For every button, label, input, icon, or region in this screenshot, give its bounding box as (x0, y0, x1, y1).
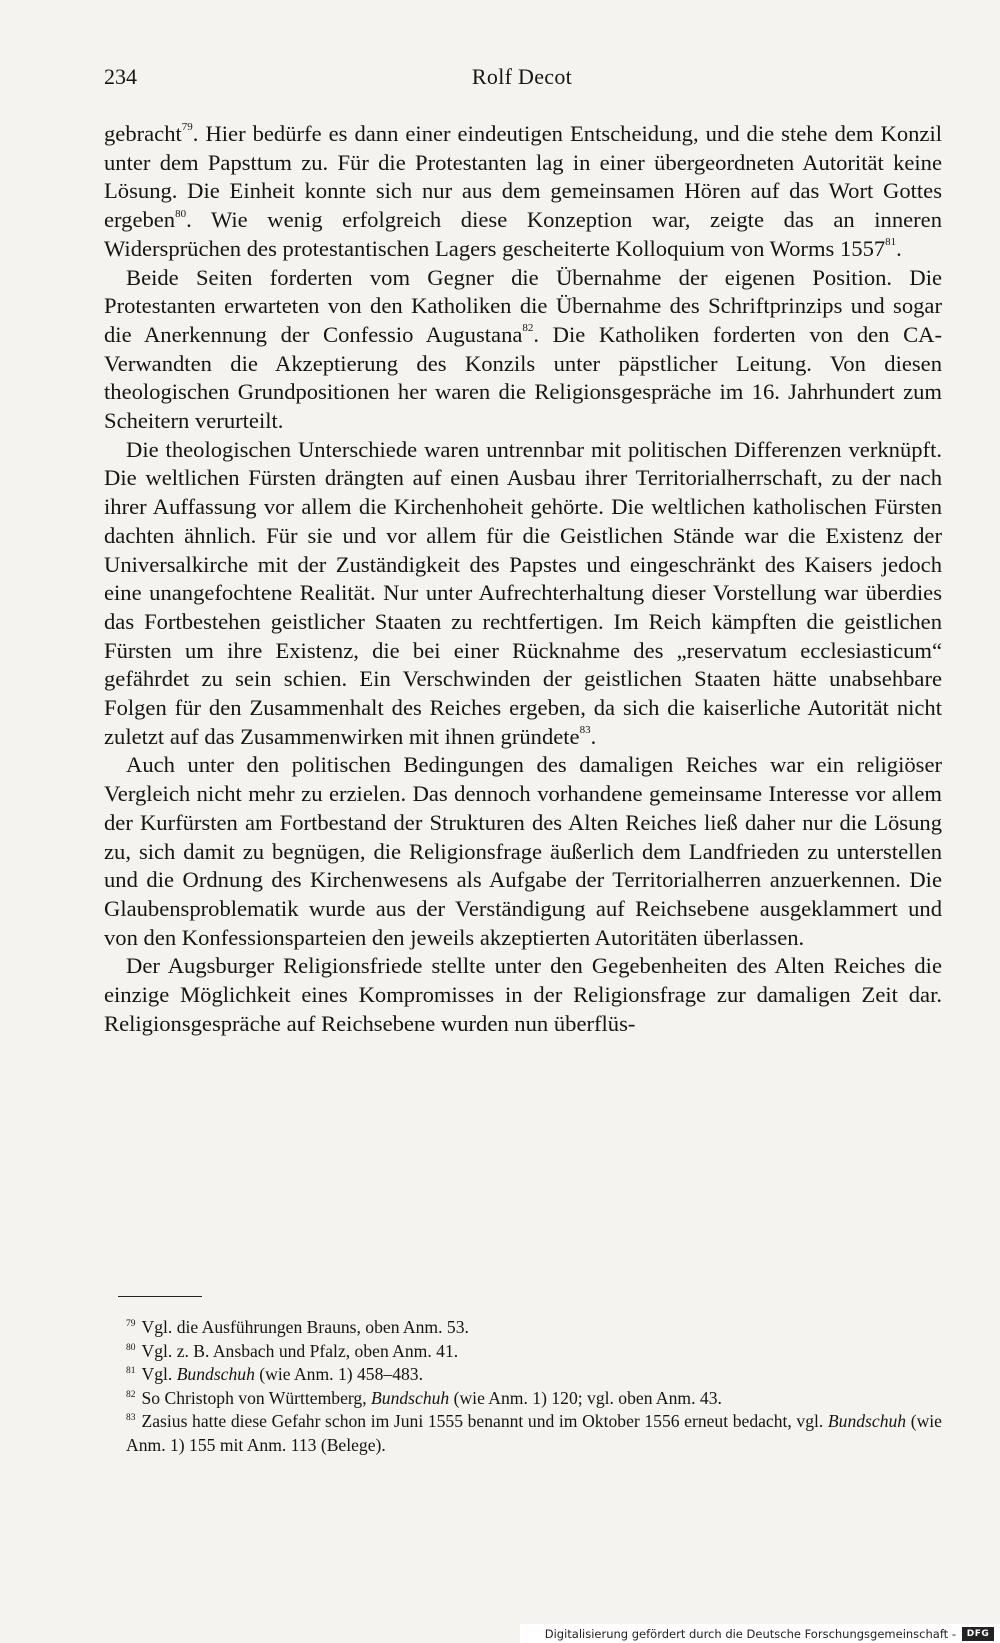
paragraph-2 (104, 264, 942, 436)
text-run: gebracht (104, 121, 182, 146)
footnote-number: 80 (126, 1342, 136, 1353)
footnote-82 (104, 1387, 942, 1411)
footnote-81 (104, 1363, 942, 1387)
footnote-text: Vgl. die Ausführungen Brauns, oben Anm. 53. (141, 1317, 469, 1337)
footnote-text: (wie Anm. 1) 458–483. (254, 1364, 423, 1384)
text-run: . (590, 723, 597, 749)
page-header (104, 58, 940, 98)
body-text (104, 120, 942, 1039)
footnote-number: 81 (126, 1366, 136, 1377)
text-run: . (896, 235, 902, 261)
footnote-83 (104, 1410, 942, 1457)
citation-title: Bundschuh (827, 1411, 907, 1431)
page-number: 234 (104, 64, 137, 89)
footnote-text: Vgl. (141, 1364, 177, 1384)
footnote-divider (118, 1296, 202, 1297)
footnote-number: 82 (126, 1389, 136, 1400)
footnote-80 (104, 1340, 942, 1364)
footnote-79 (104, 1316, 942, 1340)
footnote-ref-81: 81 (885, 236, 897, 249)
text-run: Beide Seiten forderten vom Gegner die Übernahme der eigenen Position. Die Protestanten erwarteten von den Katholiken die Übernahme des Schriftprinzips und sogar die Anerkennung der Confessio Augustana (104, 264, 942, 347)
citation-title: Bundschuh (176, 1364, 255, 1384)
footnote-text: So Christoph von Württemberg, (141, 1387, 372, 1408)
text-run: . Hier bedürfe es dann einer eindeutigen Entscheidung, und die stehe dem Konzil unter dem Papsttum zu. Für die Protestanten lag in einer übergeordneten Autorität keine Lösung. Die Einheit konnte sich nur aus dem gemeinsamen Hören auf das Wort Gottes ergeben (104, 121, 942, 233)
running-head: Rolf Decot (471, 64, 573, 89)
funding-notice: Digitalisierung gefördert durch die Deutsche Forschungsgemeinschaft - (544, 1626, 956, 1641)
paragraph-5: Der Augsburger Religionsfriede stellte unter den Gegebenheiten des Alten Reiches die einzige Möglichkeit eines Kompromisses in der Religionsfrage zur damaligen Zeit dar. Religionsgespräche auf Reichsebene wurden nun überflüs- (104, 953, 942, 1036)
citation-title: Bundschuh (371, 1387, 450, 1408)
paragraph-4: Auch unter den politischen Bedingungen des damaligen Reiches war ein religiöser Vergleich nicht mehr zu erzielen. Das dennoch vorhandene gemeinsame Interesse vor allem der Kurfürsten am Fortbestand der Strukturen des Alten Reiches ließ daher nur die Lösung zu, sich damit zu begnügen, die Religionsfrage äußerlich dem Landfrieden zu unterstellen und die Ordnung des Kirchenwesens als Aufgabe der Territorialherren anzuerkennen. Die Glaubensproblematik wurde aus der Verständigung auf Reichsebene ausgeklammert und von den Konfessionsparteien den jeweils akzeptierten Autoritäten überlassen. (104, 752, 942, 950)
footnotes (104, 1316, 942, 1457)
footnote-text: (wie Anm. 1) 120; vgl. oben Anm. 43. (449, 1387, 722, 1408)
footnote-ref-80: 80 (175, 207, 187, 220)
text-run: . Wie wenig erfolgreich diese Konzeption war, zeigte das an inneren Widersprüchen des protestantischen Lagers gescheiterte Kolloquium von Worms 1557 (104, 207, 942, 261)
footnote-number: 79 (126, 1319, 136, 1330)
paragraph-1 (104, 120, 942, 264)
text-run: Die theologischen Unterschiede waren untrennbar mit politischen Differenzen verknüpft. Die weltlichen Fürsten drängten auf einen Ausbau ihrer Territorialherrschaft, zu der nach ihrer Auffassung vor allem die Kirchenhoheit gehörte. Die weltlichen katholischen Fürsten dachten ähnlich. Für sie und vor allem für die Geistlichen Stände war die Existenz der Universalkirche mit der Zuständigkeit des Papstes und eingeschränkt des Kaisers jedoch eine unangefochtene Realität. Nur unter Aufrechterhaltung dieser Vorstellung war überdies das Fortbestehen geistlicher Staaten zu rechtfertigen. Im Reich kämpften die geistlichen Fürsten um ihre Existenz, die bei einer Rücknahme des „reservatum ecclesiasticum“ gefährdet zu sein schien. Ein Verschwinden der geistlichen Staaten hätte unabsehbare Folgen für den Zusammenhalt des Reiches ergeben, da sich die kaiserliche Autorität nicht zuletzt auf das Zusammenwirken mit ihnen gründete (104, 436, 942, 749)
footnote-text: Vgl. z. B. Ansbach und Pfalz, oben Anm. 41. (141, 1340, 459, 1361)
footnote-ref-79: 79 (181, 121, 193, 134)
digitization-footer (520, 1624, 1000, 1643)
footnote-text: (wie Anm. 1) 155 mit Anm. 113 (Belege). (126, 1411, 942, 1455)
paragraph-3 (104, 436, 942, 752)
footnote-number: 83 (126, 1413, 136, 1424)
dfg-logo-icon: DFG (962, 1627, 994, 1641)
text-run: . Die Katholiken forderten von den CA-Verwandten die Akzeptierung des Konzils unter päpstlicher Leitung. Von diesen theologischen Grundpositionen her waren die Religionsgespräche im 16. Jahrhundert zum Scheitern verurteilt. (104, 321, 942, 434)
footnote-ref-83: 83 (579, 724, 591, 737)
footnote-text: Zasius hatte diese Gefahr schon im Juni 1555 benannt und im Oktober 1556 erneut bedacht, vgl. (141, 1411, 828, 1431)
footnote-ref-82: 82 (522, 322, 534, 335)
